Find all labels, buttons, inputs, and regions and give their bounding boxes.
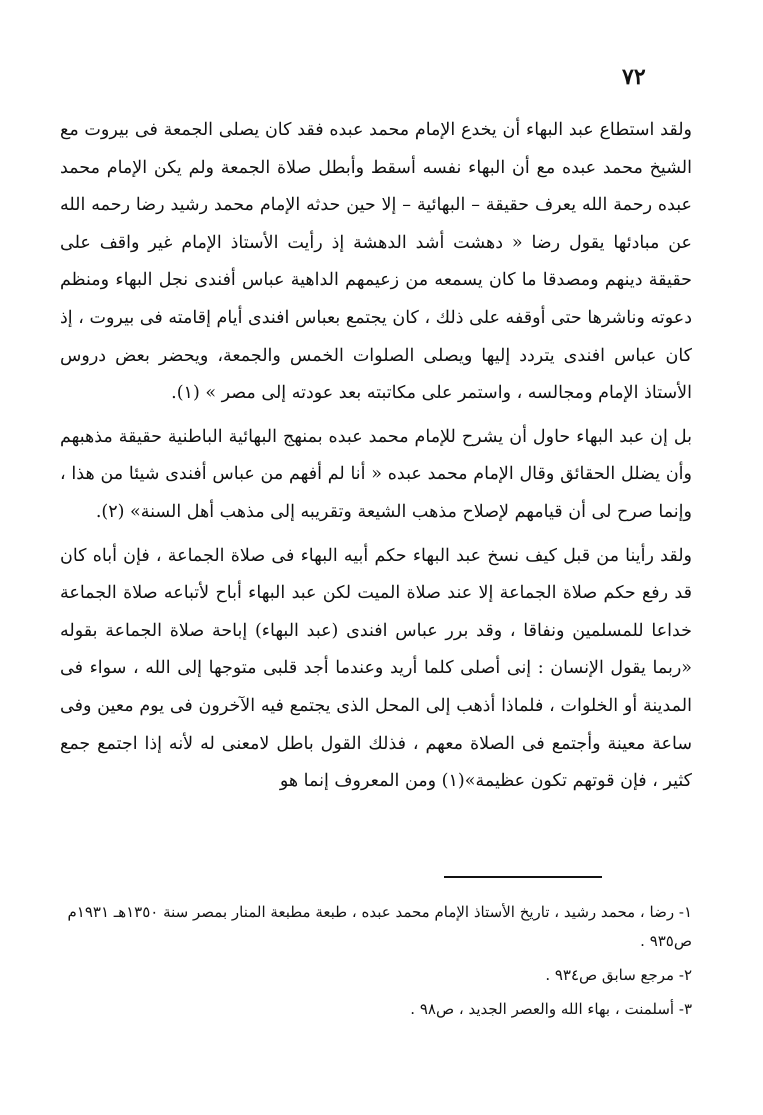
page-number: ٧٢: [622, 64, 646, 90]
paragraph: بل إن عبد البهاء حاول أن يشرح للإمام محمد عبده بمنهج البهائية الباطنية حقيقة مذهبهم وأن يضلل الحقائق وقال الإمام محمد عبده « أنا لم أفهم من عباس أفندى شيئا من هذا ، وإنما صرح لى أن قيامهم لإصلاح مذهب الشيعة وتقريبه إلى مذهب أهل السنة» (٢).: [60, 426, 692, 522]
footnotes: [60, 898, 692, 1029]
body-text: [60, 112, 692, 807]
paragraph: ولقد رأينا من قبل كيف نسخ عبد البهاء حكم أبيه البهاء فى صلاة الجماعة ، فإن أباه كان قد رفع حكم صلاة الجماعة إلا عند صلاة الميت لكن عبد البهاء أباح لأتباعه صلاة الجماعة خداعا للمسلمين ونفاقا ، وقد برر عباس افندى (عبد البهاء) إباحة صلاة الجماعة بقوله «ربما يقول الإنسان : إنى أصلى كلما أريد وعندما أجد قلبى متوجها إلى الله ، سواء فى المدينة أو الخلوات ، فلماذا أذهب إلى المحل الذى يجتمع فيه الآخرون فى يوم معين وفى ساعة معينة وأجتمع فى الصلاة معهم ، فذلك القول باطل لامعنى له لأنه إذا اجتمع جمع كثير ، فإن قوتهم تكون عظيمة»(١) ومن المعروف إنما هو: [60, 545, 692, 792]
footnote: ٣- أسلمنت ، بهاء الله والعصر الجديد ، ص٩٨ .: [410, 1000, 692, 1018]
footnote-divider: [444, 876, 602, 878]
footnote: ٢- مرجع سابق ص٩٣٤ .: [545, 966, 692, 984]
footnote: ١- رضا ، محمد رشيد ، تاريخ الأستاذ الإمام محمد عبده ، طبعة مطبعة المنار بمصر سنة ١٣٥٠هـ ١٩٣١م ص٩٣٥ .: [67, 903, 692, 950]
paragraph: ولقد استطاع عبد البهاء أن يخدع الإمام محمد عبده فقد كان يصلى الجمعة فى بيروت مع الشيخ محمد عبده مع أن البهاء نفسه أسقط وأبطل صلاة الجمعة ولم يكن الإمام محمد عبده رحمة الله يعرف حقيقة – البهائية – إلا حين حدثه الإمام محمد رشيد رضا رحمه الله عن مبادئها يقول رضا « دهشت أشد الدهشة إذ رأيت الأستاذ الإمام غير واقف على حقيقة دينهم ومصدقا ما كان يسمعه من زعيمهم الداهية عباس أفندى نجل البهاء ومنظم دعوته وناشرها حتى أوقفه على ذلك ، كان يجتمع بعباس افندى أيام إقامته فى بيروت ، إذ كان عباس افندى يتردد إليها ويصلى الصلوات الخمس والجمعة، ويحضر بعض دروس الأستاذ الإمام ومجالسه ، واستمر على مكاتبته بعد عودته إلى مصر » (١).: [60, 120, 693, 404]
